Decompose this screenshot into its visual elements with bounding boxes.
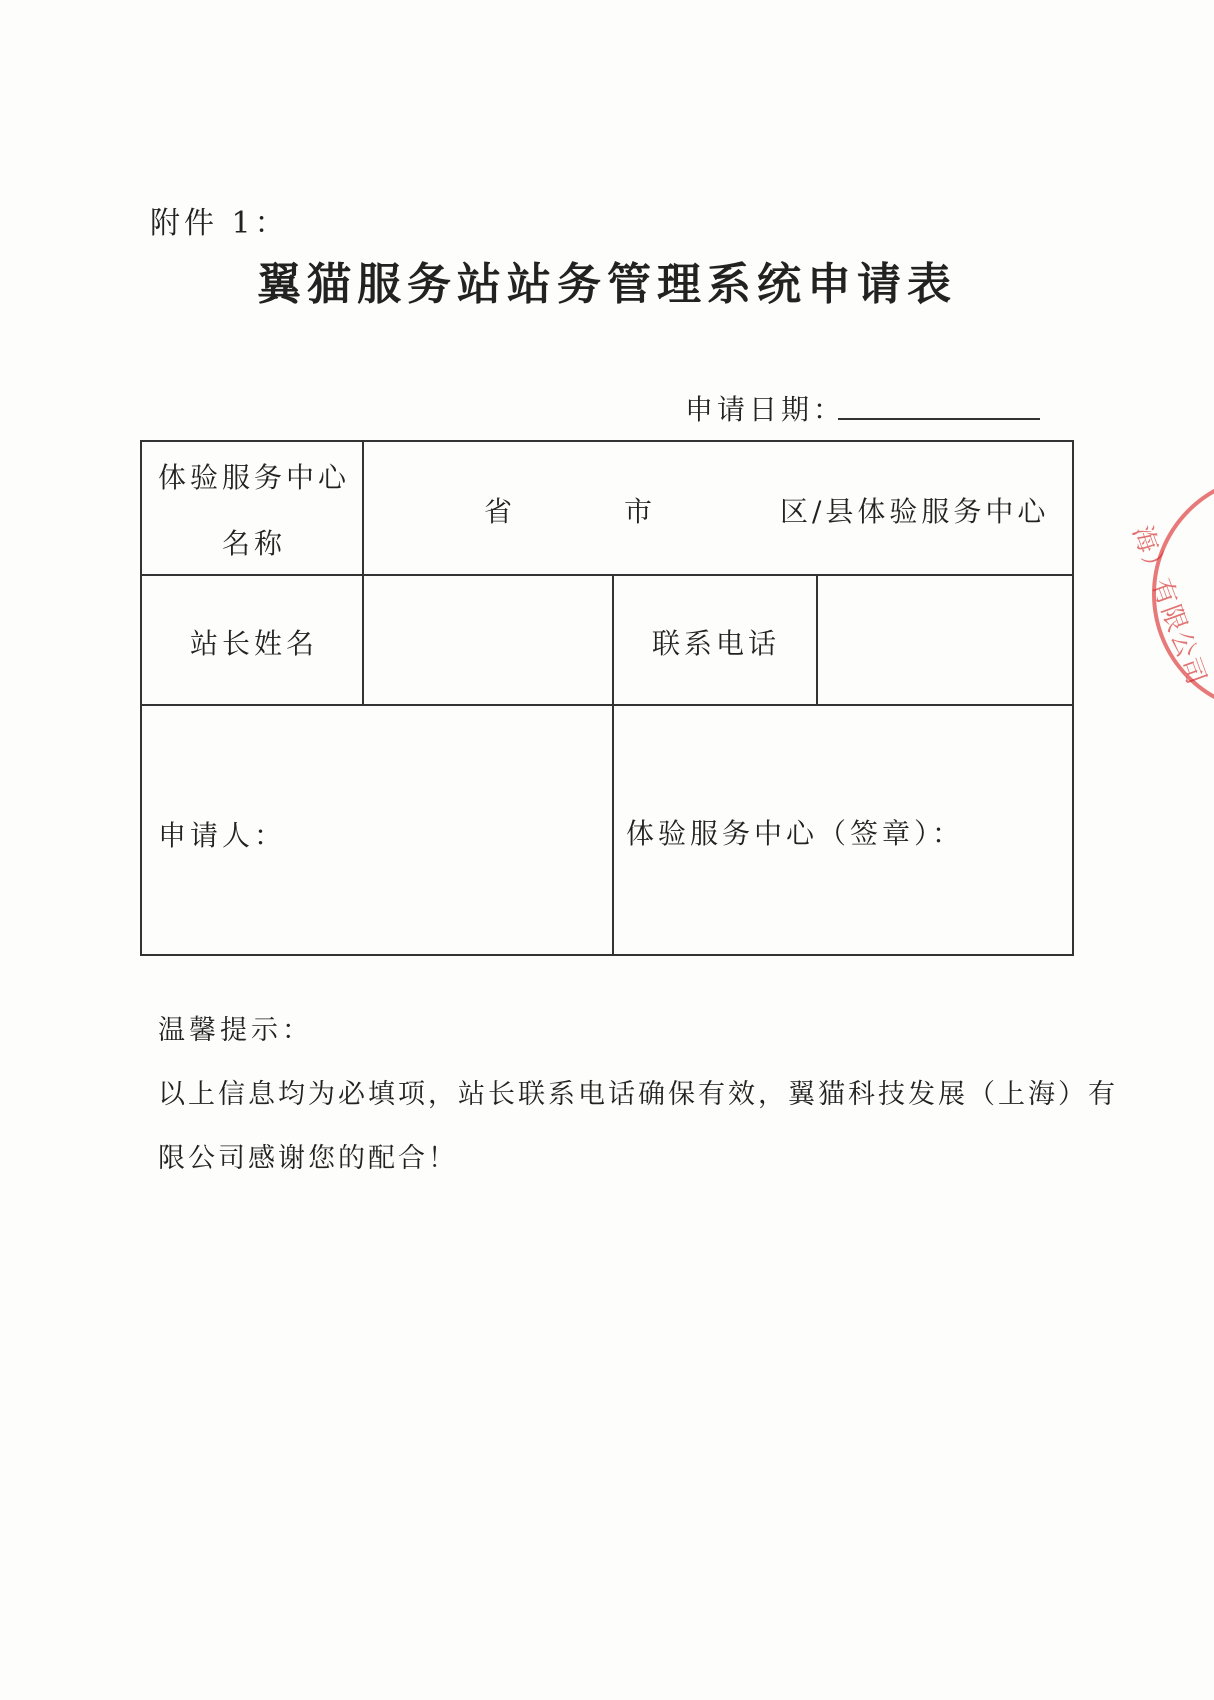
col-divider-r1 bbox=[362, 442, 364, 574]
page-title: 翼猫服务站站务管理系统申请表 bbox=[257, 259, 957, 310]
province-label: 省 bbox=[484, 495, 517, 528]
col-divider-r2-c bbox=[816, 574, 818, 704]
attachment-label: 附件 1： bbox=[150, 206, 289, 241]
notice-line-1: 以上信息均为必填项，站长联系电话确保有效，翼猫科技发展（上海）有 bbox=[158, 1079, 1118, 1110]
applicant-label: 申请人： bbox=[158, 819, 287, 852]
center-signature-label: 体验服务中心（签章）： bbox=[626, 817, 965, 850]
district-suffix-label: 区/县体验服务中心 bbox=[780, 495, 1050, 528]
row-divider-2 bbox=[142, 704, 1072, 706]
notice-title: 温馨提示： bbox=[158, 1015, 313, 1046]
apply-date-label: 申请日期： bbox=[685, 393, 846, 426]
notice-line-2: 限公司感谢您的配合！ bbox=[158, 1143, 458, 1174]
application-form-table bbox=[140, 440, 1074, 956]
col-divider-r3 bbox=[612, 704, 614, 954]
phone-field[interactable] bbox=[820, 576, 1070, 702]
stationmaster-name-field[interactable] bbox=[366, 576, 610, 702]
city-label: 市 bbox=[624, 495, 657, 528]
apply-date-field[interactable] bbox=[838, 418, 1040, 420]
col-divider-r2-a bbox=[362, 574, 364, 704]
center-name-label-line1: 体验服务中心 bbox=[158, 461, 351, 494]
company-seal-text: 海）有限公司 bbox=[1126, 522, 1212, 691]
phone-label: 联系电话 bbox=[652, 627, 781, 660]
center-name-label-line2: 名称 bbox=[222, 527, 287, 560]
stationmaster-name-label: 站长姓名 bbox=[190, 627, 319, 660]
col-divider-r2-b bbox=[612, 574, 614, 704]
